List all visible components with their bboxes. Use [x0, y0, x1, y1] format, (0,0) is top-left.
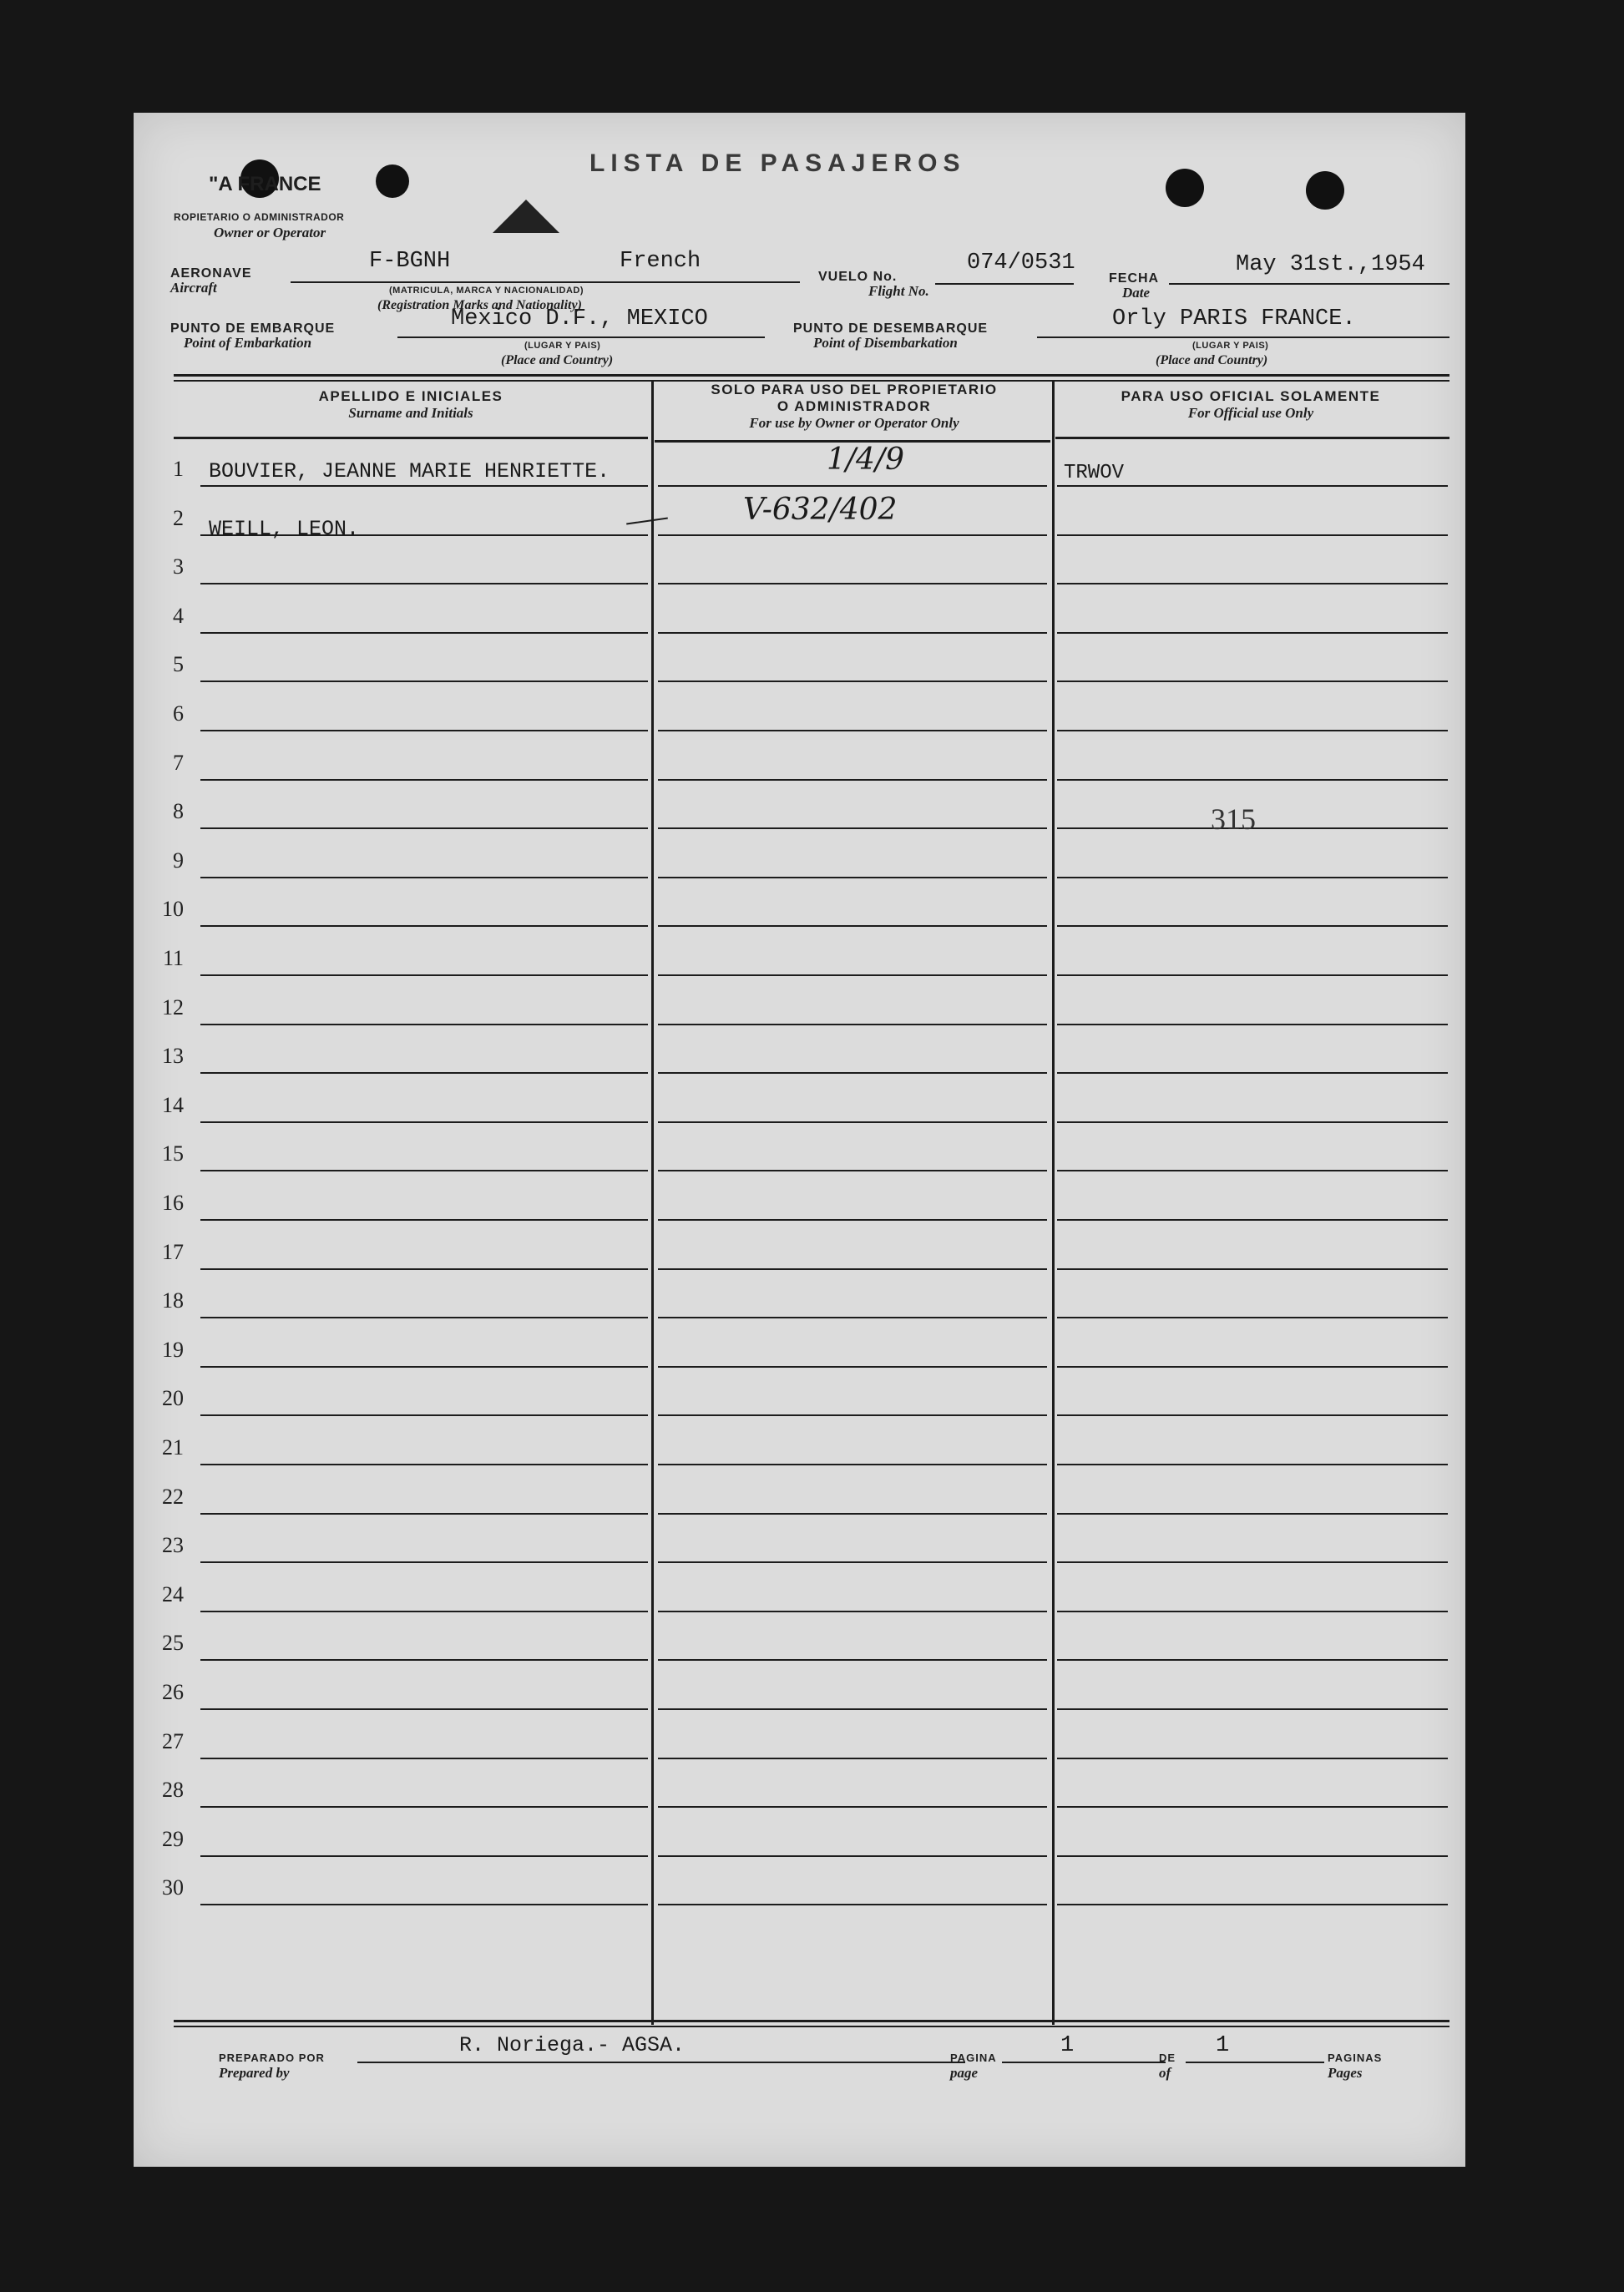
row-line	[658, 730, 1047, 731]
date-label-en: Date	[1122, 285, 1151, 301]
col-header-official-es: PARA USO OFICIAL SOLAMENTE	[1121, 388, 1381, 404]
row-line	[658, 1806, 1047, 1808]
form-title: LISTA DE PASAJEROS	[589, 149, 966, 177]
prepared-label-es: PREPARADO POR	[219, 2052, 325, 2064]
flight-label-en: Flight No.	[868, 283, 929, 299]
passenger-list-form	[134, 113, 1465, 2167]
passenger-1-official: TRWOV	[1064, 462, 1125, 484]
aircraft-label-es: AERONAVE	[170, 266, 252, 281]
row-number: 5	[173, 652, 184, 676]
row-line	[200, 1758, 648, 1759]
embarkation-label-es: PUNTO DE EMBARQUE	[170, 321, 336, 336]
footer-rule-2	[174, 2026, 1449, 2027]
row-number: 10	[162, 897, 184, 921]
row-line	[1057, 681, 1448, 682]
row-line	[1057, 877, 1448, 878]
flight-line	[935, 283, 1074, 285]
table-top-rule	[174, 374, 1449, 377]
row-line	[1057, 1659, 1448, 1661]
row-line	[658, 485, 1047, 487]
row-line	[1057, 925, 1448, 927]
row-number: 7	[173, 751, 184, 775]
pages-label-es: PAGINAS	[1328, 2052, 1383, 2064]
row-number: 19	[162, 1338, 184, 1362]
row-line	[200, 1317, 648, 1318]
embarkation-sub-en: (Place and Country)	[501, 353, 614, 367]
row-line	[658, 1024, 1047, 1025]
row-line	[658, 1317, 1047, 1318]
row-line	[200, 1268, 648, 1270]
prepared-value: R. Noriega.- AGSA.	[459, 2033, 686, 2057]
aircraft-sub-es: (MATRICULA, MARCA Y NACIONALIDAD)	[389, 286, 584, 296]
row-number: 28	[162, 1778, 184, 1802]
col-divider-1	[651, 380, 654, 2025]
row-line	[200, 877, 648, 878]
row-line	[200, 632, 648, 634]
owner-value: "A FRANCE	[209, 173, 321, 195]
row-number: 25	[162, 1631, 184, 1655]
page-line	[1002, 2062, 1166, 2063]
row-line	[658, 534, 1047, 536]
row-line	[1057, 1317, 1448, 1318]
row-line	[658, 1414, 1047, 1416]
aircraft-sub-en: (Registration Marks and Nationality)	[377, 298, 582, 312]
aircraft-label-en: Aircraft	[170, 280, 217, 296]
row-line	[1057, 1121, 1448, 1123]
row-line	[658, 925, 1047, 927]
date-value: May 31st.,1954	[1236, 252, 1425, 277]
row-line	[1057, 485, 1448, 487]
col-header-owner-es-2: O ADMINISTRADOR	[777, 398, 932, 414]
row-line	[1057, 1464, 1448, 1465]
row-line	[200, 1170, 648, 1171]
row-number: 24	[162, 1582, 184, 1606]
col-header-owner-en: For use by Owner or Operator Only	[749, 415, 959, 431]
row-line	[658, 1758, 1047, 1759]
punch-hole-top-left	[376, 164, 409, 198]
row-number: 2	[173, 506, 184, 530]
row-number: 13	[162, 1044, 184, 1068]
of-line	[1186, 2062, 1324, 2063]
disembarkation-label-es: PUNTO DE DESEMBARQUE	[793, 321, 989, 336]
aircraft-line	[291, 281, 800, 283]
footer-rule-1	[174, 2020, 1449, 2022]
row-line	[658, 1121, 1047, 1123]
row-line	[200, 730, 648, 731]
row-line	[200, 1561, 648, 1563]
flight-number: 074/0531	[967, 250, 1075, 276]
embarkation-line	[397, 336, 765, 338]
row-line	[658, 1659, 1047, 1661]
row-line	[658, 827, 1047, 829]
row-line	[200, 1904, 648, 1905]
row-line	[658, 681, 1047, 682]
pages-label-en: Pages	[1328, 2065, 1363, 2081]
row-line	[658, 1464, 1047, 1465]
row-line	[200, 1024, 648, 1025]
row-line	[200, 1072, 648, 1074]
row-line	[1057, 1513, 1448, 1515]
row-number: 27	[162, 1729, 184, 1753]
aircraft-nationality: French	[620, 249, 701, 274]
embarkation-label-en: Point of Embarkation	[184, 335, 312, 351]
row-number: 1	[173, 457, 184, 481]
header-bottom-rule-official	[1055, 437, 1449, 439]
row-line	[658, 1855, 1047, 1857]
row-line	[1057, 1170, 1448, 1171]
row-number: 6	[173, 701, 184, 726]
passenger-1-owner-note: 1/4/9	[827, 443, 904, 477]
row-line	[1057, 632, 1448, 634]
row-line	[1057, 1708, 1448, 1710]
row-line	[200, 1806, 648, 1808]
row-number: 21	[162, 1435, 184, 1460]
arrow-mark	[493, 200, 559, 233]
disembarkation-sub-es: (LUGAR Y PAIS)	[1192, 341, 1269, 351]
row-number: 17	[162, 1240, 184, 1264]
row-line	[658, 1072, 1047, 1074]
row-line	[200, 779, 648, 781]
row-line	[658, 1219, 1047, 1221]
row-line	[200, 974, 648, 976]
row-line	[200, 1219, 648, 1221]
row-line	[1057, 1611, 1448, 1612]
row-number: 9	[173, 848, 184, 873]
row-line	[200, 827, 648, 829]
disembarkation-sub-en: (Place and Country)	[1156, 353, 1268, 367]
row-number: 20	[162, 1386, 184, 1410]
row-number: 16	[162, 1191, 184, 1215]
owner-label-es: ROPIETARIO O ADMINISTRADOR	[174, 211, 345, 223]
row-number: 26	[162, 1680, 184, 1704]
page-label-en: page	[950, 2065, 979, 2081]
row-line	[200, 1611, 648, 1612]
page-label-es: PAGINA	[950, 2052, 997, 2064]
aircraft-registration: F-BGNH	[369, 249, 451, 274]
row-line	[658, 779, 1047, 781]
row-line	[658, 1170, 1047, 1171]
row-line	[200, 925, 648, 927]
owner-label-en: Owner or Operator	[214, 225, 326, 240]
of-value: 1	[1216, 2033, 1230, 2058]
embarkation-sub-es: (LUGAR Y PAIS)	[524, 341, 601, 351]
row-number: 18	[162, 1288, 184, 1313]
row-line	[658, 1366, 1047, 1368]
passenger-1-name: BOUVIER, JEANNE MARIE HENRIETTE.	[209, 459, 610, 483]
row-line	[1057, 1072, 1448, 1074]
row-line	[1057, 1219, 1448, 1221]
row-number: 22	[162, 1485, 184, 1509]
disembarkation-value: Orly PARIS FRANCE.	[1112, 306, 1356, 331]
col-header-official	[1052, 388, 1449, 422]
row-line	[1057, 1758, 1448, 1759]
row-line	[1057, 779, 1448, 781]
row-line	[200, 1659, 648, 1661]
row-line	[200, 1855, 648, 1857]
embarkation-value: Mexico D.F., MEXICO	[451, 306, 708, 331]
row-number: 30	[162, 1875, 184, 1900]
date-label-es: FECHA	[1109, 271, 1160, 286]
disembarkation-label-en: Point of Disembarkation	[813, 335, 958, 351]
prepared-label-en: Prepared by	[219, 2065, 290, 2081]
row-line	[200, 1414, 648, 1416]
row-line	[658, 1268, 1047, 1270]
row-line	[658, 1904, 1047, 1905]
prepared-line	[357, 2062, 965, 2063]
official-stamp-number: 315	[1211, 802, 1256, 836]
row-line	[200, 485, 648, 487]
strike-mark	[626, 518, 668, 525]
passenger-2-owner-note: V-632/402	[743, 493, 898, 527]
row-line	[1057, 1366, 1448, 1368]
row-line	[658, 1561, 1047, 1563]
flight-label-es: VUELO No.	[818, 270, 898, 284]
row-line	[200, 1464, 648, 1465]
page-value: 1	[1060, 2033, 1075, 2058]
row-line	[1057, 1414, 1448, 1416]
row-line	[1057, 1024, 1448, 1025]
punch-hole-right-1	[1166, 169, 1204, 207]
header-bottom-rule	[174, 437, 648, 439]
row-number: 3	[173, 554, 184, 579]
row-number: 14	[162, 1093, 184, 1117]
row-line	[200, 1513, 648, 1515]
row-line	[1057, 974, 1448, 976]
col-divider-2	[1052, 380, 1055, 2025]
row-line	[200, 681, 648, 682]
row-line	[1057, 1268, 1448, 1270]
date-line	[1169, 283, 1449, 285]
row-number: 23	[162, 1533, 184, 1557]
row-line	[658, 583, 1047, 584]
col-header-owner	[655, 382, 1054, 432]
row-line	[1057, 583, 1448, 584]
row-line	[1057, 1904, 1448, 1905]
row-number: 8	[173, 799, 184, 823]
row-line	[658, 877, 1047, 878]
col-header-surname-es: APELLIDO E INICIALES	[318, 388, 503, 404]
of-label-es: DE	[1159, 2052, 1176, 2064]
col-header-surname	[174, 388, 648, 422]
row-number: 15	[162, 1141, 184, 1166]
row-line	[658, 1708, 1047, 1710]
row-line	[658, 974, 1047, 976]
row-line	[200, 1121, 648, 1123]
of-label-en: of	[1159, 2065, 1171, 2081]
row-number: 11	[162, 946, 184, 970]
punch-hole-right-2	[1306, 171, 1344, 210]
row-line	[658, 1513, 1047, 1515]
col-header-surname-en: Surname and Initials	[348, 405, 473, 421]
row-number: 29	[162, 1827, 184, 1851]
row-number: 12	[162, 995, 184, 1020]
row-line	[1057, 730, 1448, 731]
row-line	[658, 632, 1047, 634]
row-line	[658, 1611, 1047, 1612]
row-line	[200, 583, 648, 584]
row-line	[1057, 534, 1448, 536]
row-line	[1057, 1806, 1448, 1808]
col-header-owner-es-1: SOLO PARA USO DEL PROPIETARIO	[711, 382, 998, 397]
row-line	[1057, 1561, 1448, 1563]
col-header-official-en: For Official use Only	[1187, 405, 1314, 421]
disembarkation-line	[1037, 336, 1449, 338]
passenger-2-name: WEILL, LEON.	[209, 517, 360, 541]
row-line	[200, 1708, 648, 1710]
row-line	[1057, 1855, 1448, 1857]
row-line	[200, 1366, 648, 1368]
row-number: 4	[173, 604, 184, 628]
